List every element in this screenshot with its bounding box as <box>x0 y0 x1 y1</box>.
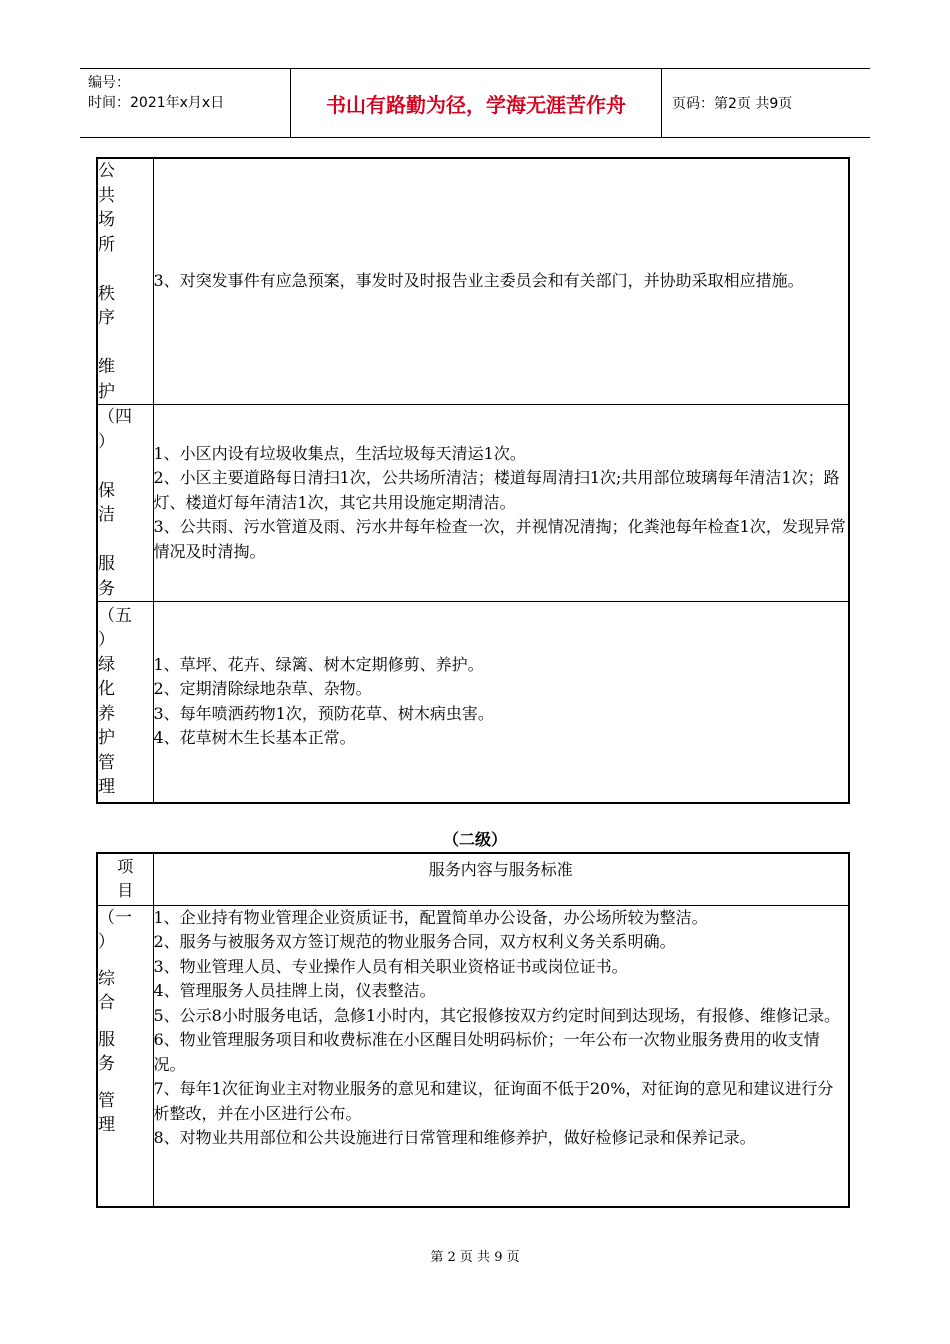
list-item: 2、小区主要道路每日清扫1次，公共场所清洁；楼道每周清扫1次;共用部位玻璃每年清洁1次；路灯、楼道灯每年清洁1次，其它共用设施定期清洁。 <box>153 468 840 512</box>
page-footer: 第 2 页 共 9 页 <box>430 1250 520 1265</box>
table-row <box>97 158 849 405</box>
table-row <box>97 905 849 1207</box>
label-char: 秩 <box>98 283 115 304</box>
label-spacer <box>98 331 153 356</box>
label-spacer <box>98 1016 153 1028</box>
row-content <box>153 905 849 1207</box>
label-char: 洁 <box>98 505 115 525</box>
label-char: ） <box>98 630 115 651</box>
label-char: 管 <box>98 752 115 773</box>
label-char: ） <box>98 431 115 452</box>
list-item: 3、每年喷洒药物1次，预防花草、树木病虫害。 <box>153 703 494 723</box>
label-char: 目 <box>117 881 134 901</box>
label-char: 综 <box>98 968 115 989</box>
list-item: 1、小区内设有垃圾收集点，生活垃圾每天清运1次。 <box>153 443 526 463</box>
label-char: 公 <box>98 161 115 181</box>
label-char: 保 <box>98 480 115 501</box>
list-item: 4、花草树木生长基本正常。 <box>153 728 356 748</box>
label-char: 务 <box>98 578 115 599</box>
label-spacer <box>98 955 153 967</box>
list-item: 3、对突发事件有应急预案，事发时及时报告业主委员会和有关部门，并协助采取相应措施。 <box>153 271 804 291</box>
list-item: 2、服务与被服务双方签订规范的物业服务合同，双方权利义务关系明确。 <box>153 932 676 951</box>
label-spacer <box>98 257 153 282</box>
label-spacer <box>98 1077 153 1089</box>
row-label <box>97 405 153 602</box>
table-row <box>97 602 849 803</box>
label-char: 理 <box>98 777 115 798</box>
table-header-row <box>97 853 849 905</box>
list-item: 6、物业管理服务项目和收费标准在小区醒目处明码标价；一年公布一次物业服务费用的收支情况。 <box>153 1030 820 1074</box>
label-char: 绿 <box>98 654 115 675</box>
label-char: 管 <box>98 1090 115 1111</box>
service-table-continued <box>96 157 850 804</box>
document-number-label: 编号： <box>88 75 130 91</box>
label-char: 维 <box>98 357 115 377</box>
header-meta <box>80 69 291 137</box>
column-header-content: 服务内容与服务标准 <box>153 853 849 905</box>
label-char: 服 <box>98 1029 115 1050</box>
list-item: 2、定期清除绿地杂草、杂物。 <box>153 679 372 699</box>
label-char: 理 <box>98 1115 115 1135</box>
row-label <box>97 905 153 1207</box>
label-spacer <box>98 454 153 479</box>
row-content <box>153 602 849 803</box>
list-item: 3、公共雨、污水管道及雨、污水井每年检查一次，并视情况清掏；化粪池每年检查1次，发现异常情况及时清掏。 <box>153 517 846 561</box>
list-item: 3、物业管理人员、专业操作人员有相关职业资格证书或岗位证书。 <box>153 956 628 976</box>
list-item: 4、管理服务人员挂牌上岗，仪表整洁。 <box>153 981 436 1000</box>
label-char: ） <box>98 932 115 952</box>
service-standard-table <box>96 852 850 1208</box>
table-row <box>97 405 849 602</box>
document-time: 时间：2021年x月x日 <box>88 95 225 111</box>
label-char: 合 <box>98 993 115 1013</box>
label-char: 所 <box>98 234 115 255</box>
list-item: 5、公示8小时服务电话，急修1小时内，其它报修按双方约定时间到达现场，有报修、维修记录。 <box>153 1005 841 1025</box>
list-item: 1、草坪、花卉、绿篱、树木定期修剪、养护。 <box>153 654 484 674</box>
column-header-item <box>97 853 153 905</box>
list-item: 1、企业持有物业管理企业资质证书，配置简单办公设备，办公场所较为整洁。 <box>153 907 708 927</box>
row-label <box>97 602 153 803</box>
label-char: （四 <box>98 407 132 427</box>
label-char: 序 <box>98 308 115 328</box>
label-char: 化 <box>98 679 115 700</box>
label-char: 项 <box>117 857 134 877</box>
label-char: 服 <box>98 554 115 574</box>
row-content <box>153 158 849 405</box>
label-char: 务 <box>98 1054 115 1074</box>
header-motto: 书山有路勤为径，学海无涯苦作舟 <box>291 69 662 137</box>
row-content <box>153 405 849 602</box>
label-spacer <box>98 528 153 553</box>
list-item: 7、每年1次征询业主对物业服务的意见和建议，征询面不低于20%，对征询的意见和建议进行分析整改，并在小区进行公布。 <box>153 1079 834 1123</box>
section-title: （二级） <box>442 830 507 849</box>
label-char: 护 <box>98 728 115 749</box>
label-char: 养 <box>98 703 115 724</box>
header-page-code: 页码：第2页 共9页 <box>672 96 793 112</box>
list-item: 8、对物业共用部位和公共设施进行日常管理和维修养护，做好检修记录和保养记录。 <box>153 1128 756 1147</box>
page-header <box>80 68 870 138</box>
label-char: （一 <box>98 907 132 928</box>
label-char: （五 <box>98 605 132 626</box>
label-char: 护 <box>98 381 115 402</box>
label-char: 共 <box>98 185 115 206</box>
label-char: 场 <box>98 210 115 230</box>
row-label <box>97 158 153 405</box>
